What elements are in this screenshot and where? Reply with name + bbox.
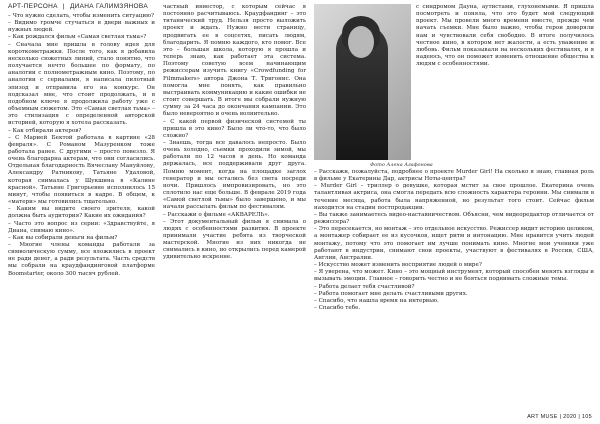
photo-caption: Фото Алена Агафонова <box>370 162 433 168</box>
text-column-3 <box>416 4 594 68</box>
paragraph: – Вы также занимаетесь видео-наставничеством. Объясни, чем видеоредактор отличается от режиссера? <box>314 211 594 226</box>
header-separator: | <box>62 3 65 10</box>
author-name: ДИАНА ГАЛИМЗЯНОВА <box>69 3 148 10</box>
paragraph: – Видимо громче стучаться в двери важных и нужных людей. <box>8 20 155 34</box>
paragraph: – Сначала мне пришла в голову идея для короткометражки. После того, как я добавила несколько сюжетных линий, стало понятно, что получается нечто большее по формату, по аналогии с полнометражным кино. Поэтому, по аналогии с сериалами, я написала пилотный эпизод и отправила его на конкурс. Он подсказал мне, что стоит продолжать, и в подобном ключе я продолжила работу уже с объемным сюжетом. Это «Самая светлая тьма» – это стилизация с определенной авторской историей, которую я хотела рассказать. <box>8 41 155 127</box>
paragraph: – Как отбирали актеров? <box>8 127 82 134</box>
paragraph: – Этот документальный фильм я снимала о людях с особенностями развития. В проекте принимали участие ребята из творческой мастерской. Многие из них никогда не снимались в кино, но открылись перед камерой удивительно искренне. <box>163 218 306 261</box>
text-column-1 <box>8 13 155 278</box>
paragraph: – Искусство может изменить восприятие людей о мире? <box>314 262 482 269</box>
paragraph: – Спасибо тебе. <box>314 304 361 311</box>
paragraph: – Расскажи, пожалуйста, подробнее о проекте Murder Girl! На сколько я знаю, главная роль в фильме у Екатерины Дар, актрисы Ноты-центра? <box>314 169 594 183</box>
paragraph: – Спасибо, что нашла время на интервью. <box>314 297 439 304</box>
paragraph: – Это пересекается, но монтаж – это отдельное искусство. Режиссер видит историю целиком, а монтажер собирает ее из кусочков, ищет ритм и интонацию. Мне нравится учить людей монтажу, потому что это помогает им лучше понимать кино. Многие мои ученики уже работают в индустрии, снимают свои проекты, участвуют в фестивалях в России, США, Англии, Австралии. <box>314 226 594 261</box>
paragraph: – Знаешь, тогда все давалось непросто. Было очень холодно, съемки проходили зимой, мы работали по 12 часов в день. Но команда держалась, все поддерживали друг друга. Помню момент, когда на площадке заглох генератор и мы остались без света посреди ночи. Пришлось импровизировать, но это сплотило нас еще больше. В феврале 2019 года «Самой светлой тьмы» было завершено, и мы начали рассылать фильм по фестивалям. <box>163 139 306 211</box>
paragraph: – Работа делает тебя счастливой? <box>314 283 415 290</box>
text-wide-block <box>314 169 594 312</box>
paragraph: с синдромом Дауна, аутистами, глухонемыми. Я пришла посмотреть и поняла, что это будет мой следующий проект. Мы провели много времени вместе, прежде чем начать съемки. Мне было важно, чтобы герои доверяли нам и чувствовали себя свободно. В итоге получилось честное кино, в котором нет жалости, а есть уважение и любовь. Фильм показывали на нескольких фестивалях, и я надеюсь, что он поможет изменить отношение общества к людям с особенностями. <box>416 4 594 68</box>
head-shape <box>348 26 374 58</box>
paragraph: – Каким вы видите своего зрителя, какой должна быть аудитория? Какие их ожидания? <box>8 206 155 220</box>
paragraph: – Расскажи о фильме «АКВАРЕЛЬ». <box>163 211 270 218</box>
paragraph: частный инвестор, с которым сейчас я постоянно расчитываюсь. Краудфандинг – это титанический труд. Нельзя просто выложить проект и ждать. Нужно вести страницу, продвигать ее в соцсетях, писать людям, благодарить. Я помню каждого, кто помог. Все это – большая школа, которую я прошла и теперь знаю, как работает эта система. Поэтому советую всем начинающим режиссерам изучить книгу «Crowdfunding for Filmmakers» автора Джона Т. Тригонис. Она помогла мне понять, как правильно выстраивать коммуникацию и какие ошибки не стоит совершать. В итоге мы собрали нужную сумму за 24 часа до окончания кампании. Это было невероятно и очень волнительно. <box>163 4 306 118</box>
paragraph: – Как вы собирали деньги на фильм? <box>8 234 118 241</box>
page-header <box>8 3 151 10</box>
page-footer: ART MUSE | 2020 | 105 <box>527 414 592 420</box>
paragraph: – Я уверена, что может. Кино – это мощный инструмент, который способен менять взгляды и вызывать эмоции. Главное – говорить честно и не бояться поднимать сложные темы. <box>314 269 594 283</box>
paragraph: – Часто это вопрос из серии: «Здравствуйте, я Диана, снимаю кино». <box>8 220 155 234</box>
section-label: АРТ-ПЕРСОНА <box>8 3 58 10</box>
portrait-photo <box>314 4 411 160</box>
paragraph: – С Марией Бектой работала в картине «28 февраля». С Романом Мазуренком тоже работала ранее. С другими – просто повезло. Я очень благодарна актерам, что они согласились. Отдельная благодарность Вячеславу Мануйлову, Александру Ратникову, Татьяне Удаловой, которая снималась у Шукшина в «Калине красной». Татьяне Григорьевне исполнилось 15 минут, чтобы появиться в кадре. В общем, к «матери» мы готовились тщательно. <box>8 134 155 206</box>
paragraph: – Многие члены команды работали за символическую сумму, все вложились в проект не ради денег, а ради результата. Часть средств мы собрали на краудфандинговой платформе Boomstarter, около 300 тысяч рублей. <box>8 242 155 277</box>
paragraph: – Что нужно сделать, чтобы изменить ситуацию? <box>8 13 155 19</box>
paragraph: – Как рождался фильм «Самая светлая тьма»? <box>8 34 147 41</box>
text-column-2 <box>163 4 306 262</box>
paragraph: – С какой первой физической системой ты пришла в это кино? Было ли что-то, что было сложно? <box>163 118 306 139</box>
paragraph: – Работа помогает мне делать счастливыми других. <box>314 290 468 297</box>
paragraph: – Murder Girl – триллер о девушке, которая мстит за свое прошлое. Екатерина очень талантливая актриса, она смогла передать всю сложность характера героини. Мы снимали в течение месяца, работа была напряженной, но результат того стоит. Сейчас фильм находится на стадии постпродакции. <box>314 183 594 211</box>
